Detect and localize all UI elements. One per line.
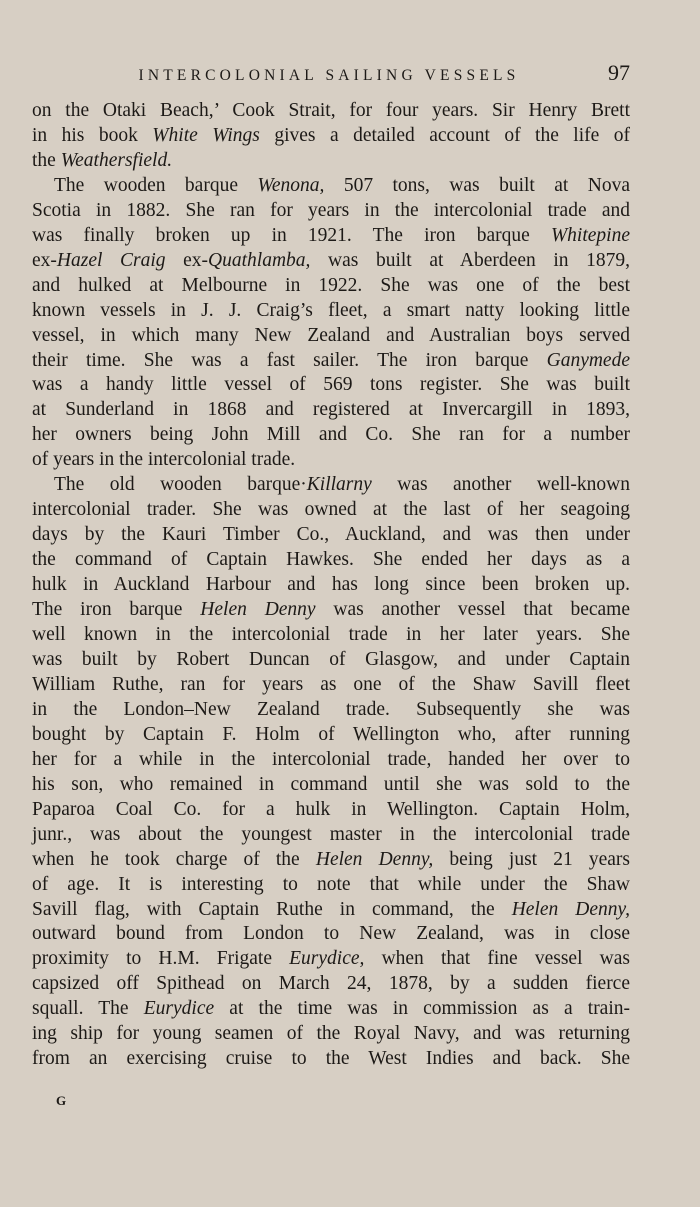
text-line: intercolonial trader. She was owned at the last of her seagoing — [32, 499, 630, 521]
text-line: bought by Captain F. Holm of Wellington who, after running — [32, 723, 630, 745]
text-line: ing ship for young seamen of the Royal Navy, and was returning — [32, 1023, 630, 1045]
paragraph — [32, 99, 630, 174]
text-line: of years in the intercolonial trade. — [32, 449, 296, 471]
text-line: from an exercising cruise to the West Indies and back. She — [32, 1048, 630, 1070]
book-page — [32, 0, 630, 1207]
text-line: Paparoa Coal Co. for a hulk in Wellington. Captain Holm, — [32, 798, 630, 820]
text-line: in the London–New Zealand trade. Subsequently she was — [32, 698, 630, 720]
text-line: ex-Hazel Craig ex-Quathlamba, was built at Aberdeen in 1879, — [32, 249, 630, 271]
text-line: the Weathersfield. — [32, 149, 173, 171]
text-line: hulk in Auckland Harbour and has long since been broken up. — [32, 574, 630, 596]
text-line: her for a while in the intercolonial trade, handed her over to — [32, 748, 630, 770]
text-line: The wooden barque Wenona, 507 tons, was built at Nova — [54, 174, 630, 196]
text-line: capsized off Spithead on March 24, 1878, by a sudden fierce — [32, 973, 630, 995]
text-line: the command of Captain Hawkes. She ended her days as a — [32, 549, 630, 571]
text-line: Savill flag, with Captain Ruthe in command, the Helen Denny, — [32, 898, 630, 920]
text-line: days by the Kauri Timber Co., Auckland, and was then under — [32, 524, 630, 546]
text-line: well known in the intercolonial trade in her later years. She — [32, 624, 630, 646]
text-line: vessel, in which many New Zealand and Australian boys served — [32, 324, 630, 346]
text-line: in his book White Wings gives a detailed account of the life of — [32, 124, 630, 146]
text-line: on the Otaki Beach,’ Cook Strait, for four years. Sir Henry Brett — [32, 100, 630, 121]
text-line: outward bound from London to New Zealand, was in close — [32, 923, 630, 945]
page-number: 97 — [608, 60, 630, 85]
text-line: was a handy little vessel of 569 tons register. She was built — [32, 374, 630, 396]
text-line: and hulked at Melbourne in 1922. She was one of the best — [32, 274, 630, 296]
body-text — [32, 99, 630, 1072]
text-line: their time. She was a fast sailer. The iron barque Ganymede — [32, 349, 630, 371]
text-line: squall. The Eurydice at the time was in commission as a train- — [32, 998, 630, 1020]
signature-mark: G — [56, 1093, 67, 1108]
text-line: was finally broken up in 1921. The iron barque Whitepine — [32, 224, 630, 246]
running-title: INTERCOLONIAL SAILING VESSELS — [138, 67, 520, 84]
text-line: his son, who remained in command until she was sold to the — [32, 773, 630, 795]
running-head — [32, 60, 630, 88]
text-line: known vessels in J. J. Craig’s fleet, a smart natty looking little — [32, 299, 630, 321]
text-line: junr., was about the youngest master in the intercolonial trade — [32, 823, 630, 845]
text-line: Scotia in 1882. She ran for years in the intercolonial trade and — [32, 199, 630, 221]
text-line: was built by Robert Duncan of Glasgow, and under Captain — [32, 648, 630, 670]
text-line: proximity to H.M. Frigate Eurydice, when that fine vessel was — [32, 948, 630, 970]
paragraph — [32, 174, 630, 473]
text-line: when he took charge of the Helen Denny, being just 21 years — [32, 848, 631, 870]
text-line: The iron barque Helen Denny was another vessel that became — [32, 599, 630, 621]
text-line: of age. It is interesting to note that while under the Shaw — [32, 873, 630, 895]
text-line: her owners being John Mill and Co. She ran for a number — [32, 424, 630, 446]
text-line: at Sunderland in 1868 and registered at Invercargill in 1893, — [32, 399, 630, 421]
text-line: The old wooden barque·Killarny was another well-known — [54, 474, 630, 496]
paragraph — [32, 473, 630, 1072]
text-line: William Ruthe, ran for years as one of the Shaw Savill fleet — [32, 673, 630, 695]
